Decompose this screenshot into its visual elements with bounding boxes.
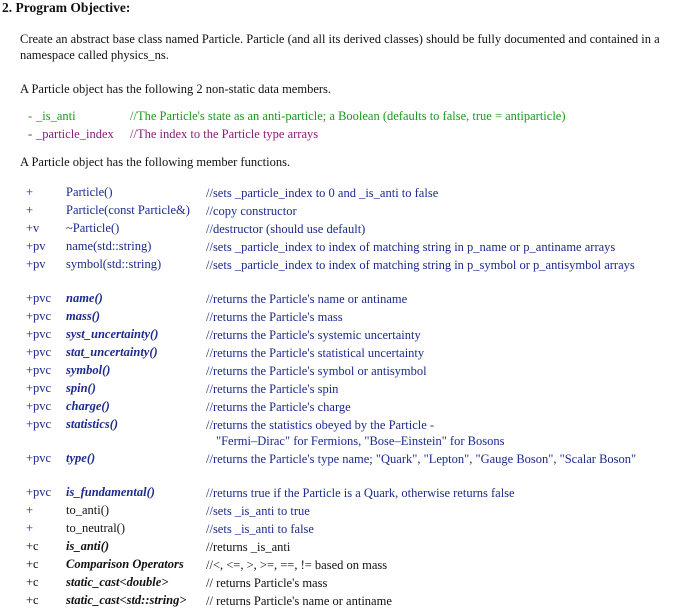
function-signature: to_neutral(): [66, 521, 126, 535]
function-comment: // returns Particle's name or antiname: [206, 594, 392, 608]
function-modifier: +pvc: [26, 451, 52, 465]
function-modifier: +pv: [26, 257, 46, 271]
function-modifier: +pvc: [26, 381, 52, 395]
function-modifier: +pvc: [26, 485, 52, 499]
function-comment-continuation: "Fermi–Dirac" for Fermions, "Bose–Einstein" for Bosons: [216, 434, 505, 448]
function-modifier: +pvc: [26, 327, 52, 341]
function-signature: statistics(): [66, 417, 119, 431]
function-modifier: +v: [26, 221, 40, 235]
function-comment: //returns the Particle's charge: [206, 400, 351, 414]
function-signature: name(): [66, 291, 103, 305]
function-modifier: +c: [26, 593, 39, 607]
function-modifier: +c: [26, 539, 39, 553]
function-modifier: +: [26, 185, 34, 199]
function-comment: //returns the Particle's spin: [206, 382, 339, 396]
function-modifier: +: [26, 521, 34, 535]
function-signature: spin(): [66, 381, 96, 395]
function-modifier: +pv: [26, 239, 46, 253]
intro-paragraph: Create an abstract base class named Particle. Particle (and all its derived classes) should be fully documented and contained in a namespace called physics_ns.: [20, 32, 660, 62]
function-comment: //returns _is_anti: [206, 540, 291, 554]
function-comment: // returns Particle's mass: [206, 576, 328, 590]
function-signature: is_anti(): [66, 539, 110, 553]
data-member-comment: //The Particle's state as an anti-particle; a Boolean (defaults to false, true = antiparticle): [130, 109, 566, 123]
function-modifier: +c: [26, 575, 39, 589]
function-modifier: +pvc: [26, 399, 52, 413]
functions-intro: A Particle object has the following member functions.: [20, 155, 291, 169]
function-signature: name(std::string): [66, 239, 152, 253]
data-member-bullet: -: [28, 127, 33, 141]
function-comment: //returns the Particle's systemic uncertainty: [206, 328, 421, 342]
function-signature: is_fundamental(): [66, 485, 155, 499]
function-comment: //sets _is_anti to false: [206, 522, 314, 536]
function-signature: mass(): [66, 309, 101, 323]
function-modifier: +pvc: [26, 291, 52, 305]
data-members-intro: A Particle object has the following 2 non-static data members.: [20, 82, 332, 96]
data-member-comment: //The index to the Particle type arrays: [130, 127, 319, 141]
function-comment: //returns the Particle's statistical uncertainty: [206, 346, 425, 360]
function-modifier: +c: [26, 557, 39, 571]
function-comment: //returns the Particle's symbol or antisymbol: [206, 364, 427, 378]
function-modifier: +pvc: [26, 309, 52, 323]
function-modifier: +pvc: [26, 345, 52, 359]
function-comment: //returns the Particle's mass: [206, 310, 343, 324]
function-signature: symbol(): [66, 363, 111, 377]
function-comment: //returns the Particle's type name; "Quark", "Lepton", "Gauge Boson", "Scalar Boson": [206, 452, 637, 466]
function-signature: static_cast<std::string>: [66, 593, 187, 607]
function-modifier: +pvc: [26, 363, 52, 377]
data-member-bullet: -: [28, 109, 33, 123]
function-comment: //sets _particle_index to index of matching string in p_name or p_antiname arrays: [206, 240, 616, 254]
function-comment: //returns the Particle's name or antiname: [206, 292, 408, 306]
function-signature: to_anti(): [66, 503, 110, 517]
function-signature: type(): [66, 451, 96, 465]
function-signature: Comparison Operators: [66, 557, 184, 571]
data-member-name: _particle_index: [36, 127, 114, 141]
function-modifier: +: [26, 203, 34, 217]
function-comment: //returns true if the Particle is a Quark, otherwise returns false: [206, 486, 515, 500]
function-signature: Particle(const Particle&): [66, 203, 190, 217]
function-signature: charge(): [66, 399, 110, 413]
function-comment: //returns the statistics obeyed by the Particle -: [206, 418, 435, 432]
function-comment: //sets _is_anti to true: [206, 504, 310, 518]
function-modifier: +: [26, 503, 34, 517]
function-modifier: +pvc: [26, 417, 52, 431]
section-heading: 2. Program Objective:: [2, 0, 131, 15]
function-comment: //<, <=, >, >=, ==, != based on mass: [206, 558, 388, 572]
function-signature: Particle(): [66, 185, 113, 199]
function-signature: static_cast<double>: [66, 575, 169, 589]
function-signature: stat_uncertainty(): [66, 345, 158, 359]
function-comment: //sets _particle_index to 0 and _is_anti to false: [206, 186, 439, 200]
function-comment: //destructor (should use default): [206, 222, 366, 236]
function-comment: //sets _particle_index to index of matching string in p_symbol or p_antisymbol arrays: [206, 258, 635, 272]
function-comment: //copy constructor: [206, 204, 297, 218]
function-signature: syst_uncertainty(): [66, 327, 159, 341]
data-member-name: _is_anti: [36, 109, 76, 123]
function-signature: ~Particle(): [66, 221, 120, 235]
function-signature: symbol(std::string): [66, 257, 162, 271]
